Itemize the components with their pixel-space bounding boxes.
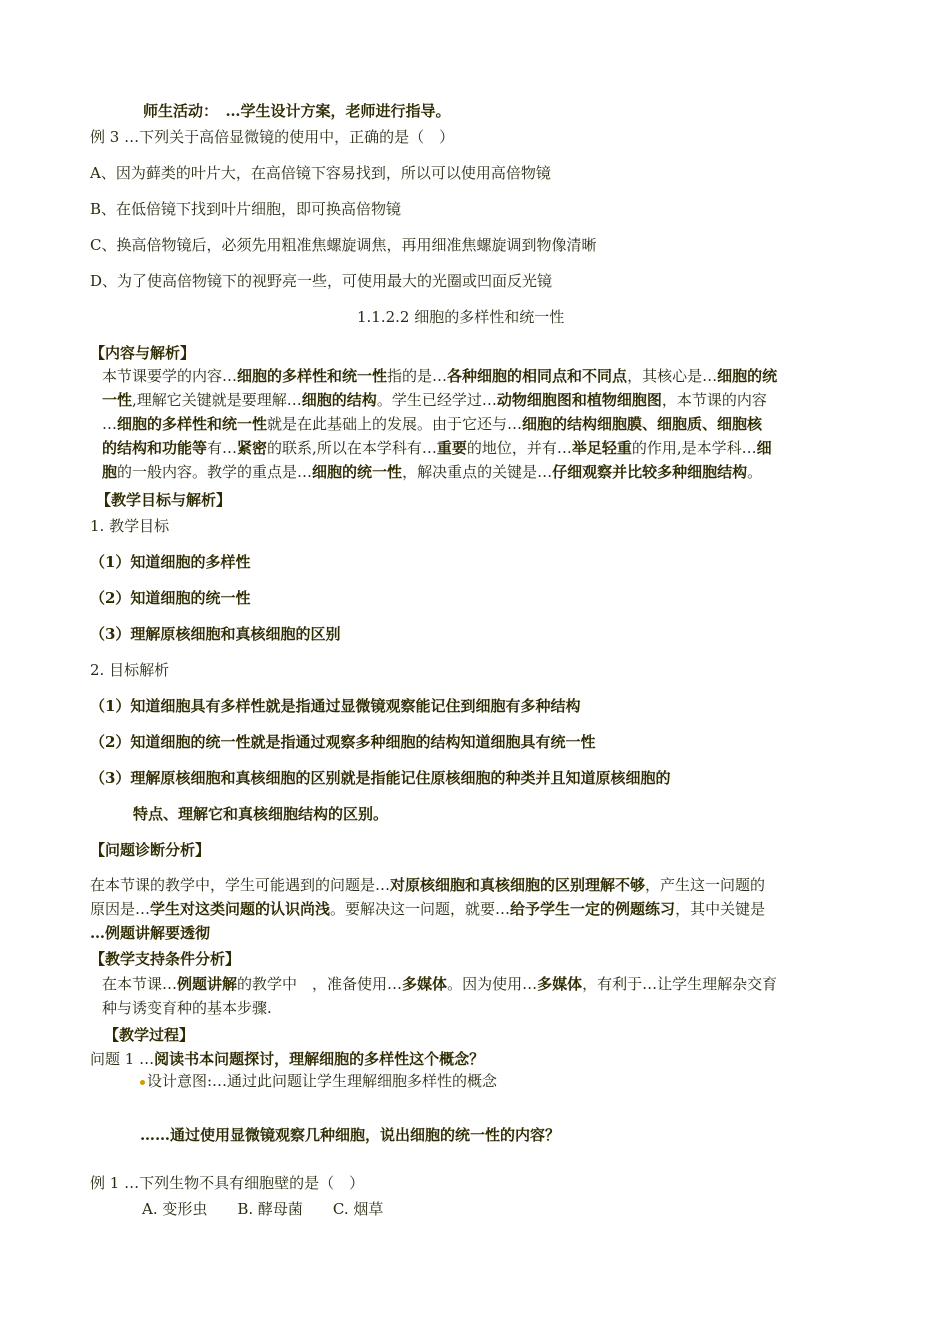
goal-1: （1）知道细胞的多样性	[90, 553, 251, 571]
emphasis: 细胞的统一性	[312, 463, 403, 481]
support-paragraph	[102, 972, 872, 1020]
text: 。	[747, 463, 763, 481]
diagnosis-heading: 【问题诊断分析】	[90, 841, 211, 859]
text: ，解决重点的关键是…	[402, 463, 553, 481]
support-heading: 【教学支持条件分析】	[90, 950, 241, 968]
option-c: C、换高倍物镜后，必须先用粗准焦螺旋调焦，再用细准焦螺旋调到物像清晰	[90, 236, 597, 254]
text: 有…	[207, 439, 238, 457]
analysis-3-continued: 特点、理解它和真核细胞结构的区别。	[133, 805, 389, 823]
goals-subtitle-2: 2. 目标解析	[90, 661, 170, 679]
emphasis: 多媒体	[402, 975, 448, 993]
option-a: A、因为藓类的叶片大，在高倍镜下容易找到，所以可以使用高倍物镜	[90, 164, 551, 182]
diagnosis-paragraph	[90, 873, 870, 945]
text: 的教学中 ，准备使用…	[237, 975, 403, 993]
text: 指的是…	[387, 367, 448, 385]
emphasis: 细胞的结构细胞膜、细胞质、细胞核	[522, 415, 763, 433]
content-paragraph	[102, 364, 872, 484]
text: 的一般	[117, 463, 163, 481]
process-heading: 【教学过程】	[104, 1026, 195, 1044]
section-title: 1.1.2.2 细胞的多样性和统一性	[357, 308, 565, 326]
text: ，其中关键是	[675, 900, 766, 918]
text: 种与诱变育种的基本步骤.	[102, 999, 272, 1017]
design-intent	[140, 1071, 497, 1091]
question-1	[90, 1049, 484, 1069]
question-text: 阅读书本问题探讨，理解细胞的多样性这个概念？	[154, 1050, 485, 1068]
analysis-1: （1）知道细胞具有多样性就是指通过显微镜观察能记住到细胞有多种结构	[90, 697, 581, 715]
text: 在本节课…	[102, 975, 178, 993]
emphasis: 细胞的统	[717, 367, 778, 385]
goal-3: （3）理解原核细胞和真核细胞的区别	[90, 625, 341, 643]
emphasis: 细胞的多样性和统一性	[117, 415, 268, 433]
text: ，其核心是…	[627, 367, 718, 385]
text: 。学生已经学过…	[376, 391, 497, 409]
emphasis: 动物细胞图和植物细胞图	[496, 391, 662, 409]
emphasis: 给予学生一定的例题练习	[510, 900, 676, 918]
text: ,理解它关键就是要理解…	[132, 391, 302, 409]
emphasis: 胞	[102, 463, 118, 481]
analysis-3: （3）理解原核细胞和真核细胞的区别就是指能记住原核细胞的种类并且知道原核细胞的	[90, 769, 671, 787]
content-heading: 【内容与解析】	[90, 344, 196, 362]
option-d: D、为了使高倍物镜下的视野亮一些，可使用最大的光圈或凹面反光镜	[90, 272, 553, 290]
text: 本节课要学的内容…	[102, 367, 238, 385]
goal-2: （2）知道细胞的统一性	[90, 589, 251, 607]
emphasis: 紧密	[237, 439, 268, 457]
text: 的地位，并有…	[466, 439, 572, 457]
emphasis: 细胞的多样性和统一性	[237, 367, 388, 385]
emphasis: 的结构和功能等	[102, 439, 208, 457]
text: ，产生这一问题的	[645, 876, 766, 894]
text: 的联系,所以在本学科有…	[267, 439, 437, 457]
emphasis: 例题讲解	[177, 975, 238, 993]
question-2: ……通过使用显微镜观察几种细胞，说出细胞的统一性的内容？	[140, 1126, 561, 1144]
emphasis: 仔细观察并比较多种细胞结构	[552, 463, 748, 481]
text: 就是在此基础上的发展。由于它还与…	[267, 415, 523, 433]
question-label: 问题 1 …	[90, 1050, 155, 1068]
emphasis: 重要	[436, 439, 467, 457]
emphasis: 各种细胞的相同点和不同点	[447, 367, 628, 385]
emphasis: 举足轻重	[571, 439, 632, 457]
emphasis: 学生对这类问题的认识尚浅	[150, 900, 331, 918]
example3-question: 例 3 …下列关于高倍显微镜的使用中，正确的是（ ）	[90, 128, 455, 146]
emphasis: 对原核细胞和真核细胞的区别理解不够	[390, 876, 646, 894]
example1-question: 例 1 …下列生物不具有细胞壁的是（ ）	[90, 1174, 365, 1192]
goals-subtitle-1: 1. 教学目标	[90, 517, 170, 535]
text: 的作用,是本学科…	[631, 439, 757, 457]
text: ，有利于…让学生理解杂交育	[582, 975, 778, 993]
text: 。因为使用…	[447, 975, 538, 993]
goals-heading: 【教学目标与解析】	[96, 491, 232, 509]
option-b: B、在低倍镜下找到叶片细胞，即可换高倍物镜	[90, 200, 402, 218]
example1-options: A. 变形虫 B. 酵母菌 C. 烟草	[142, 1200, 384, 1218]
text: 内容。教学的重点是…	[162, 463, 313, 481]
design-text: 设计意图:…通过此问题让学生理解细胞多样性的概念	[147, 1072, 498, 1090]
teacher-activity-line: 师生活动： …学生设计方案，老师进行指导。	[143, 102, 451, 120]
emphasis: 细胞的结构	[301, 391, 377, 409]
emphasis: …例题讲解要透彻	[90, 924, 211, 942]
emphasis: 一性	[102, 391, 133, 409]
text: 在本节课的教学中，学生可能遇到的问题是…	[90, 876, 391, 894]
analysis-2: （2）知道细胞的统一性就是指通过观察多种细胞的结构知道细胞具有统一性	[90, 733, 596, 751]
text: 。要解决这一问题，就要…	[330, 900, 511, 918]
text: 原因是…	[90, 900, 151, 918]
text: …	[102, 415, 117, 433]
emphasis: 多媒体	[537, 975, 583, 993]
text: ，本节课的内容	[661, 391, 767, 409]
bullet-dot-icon	[140, 1080, 145, 1085]
emphasis: 细	[756, 439, 772, 457]
